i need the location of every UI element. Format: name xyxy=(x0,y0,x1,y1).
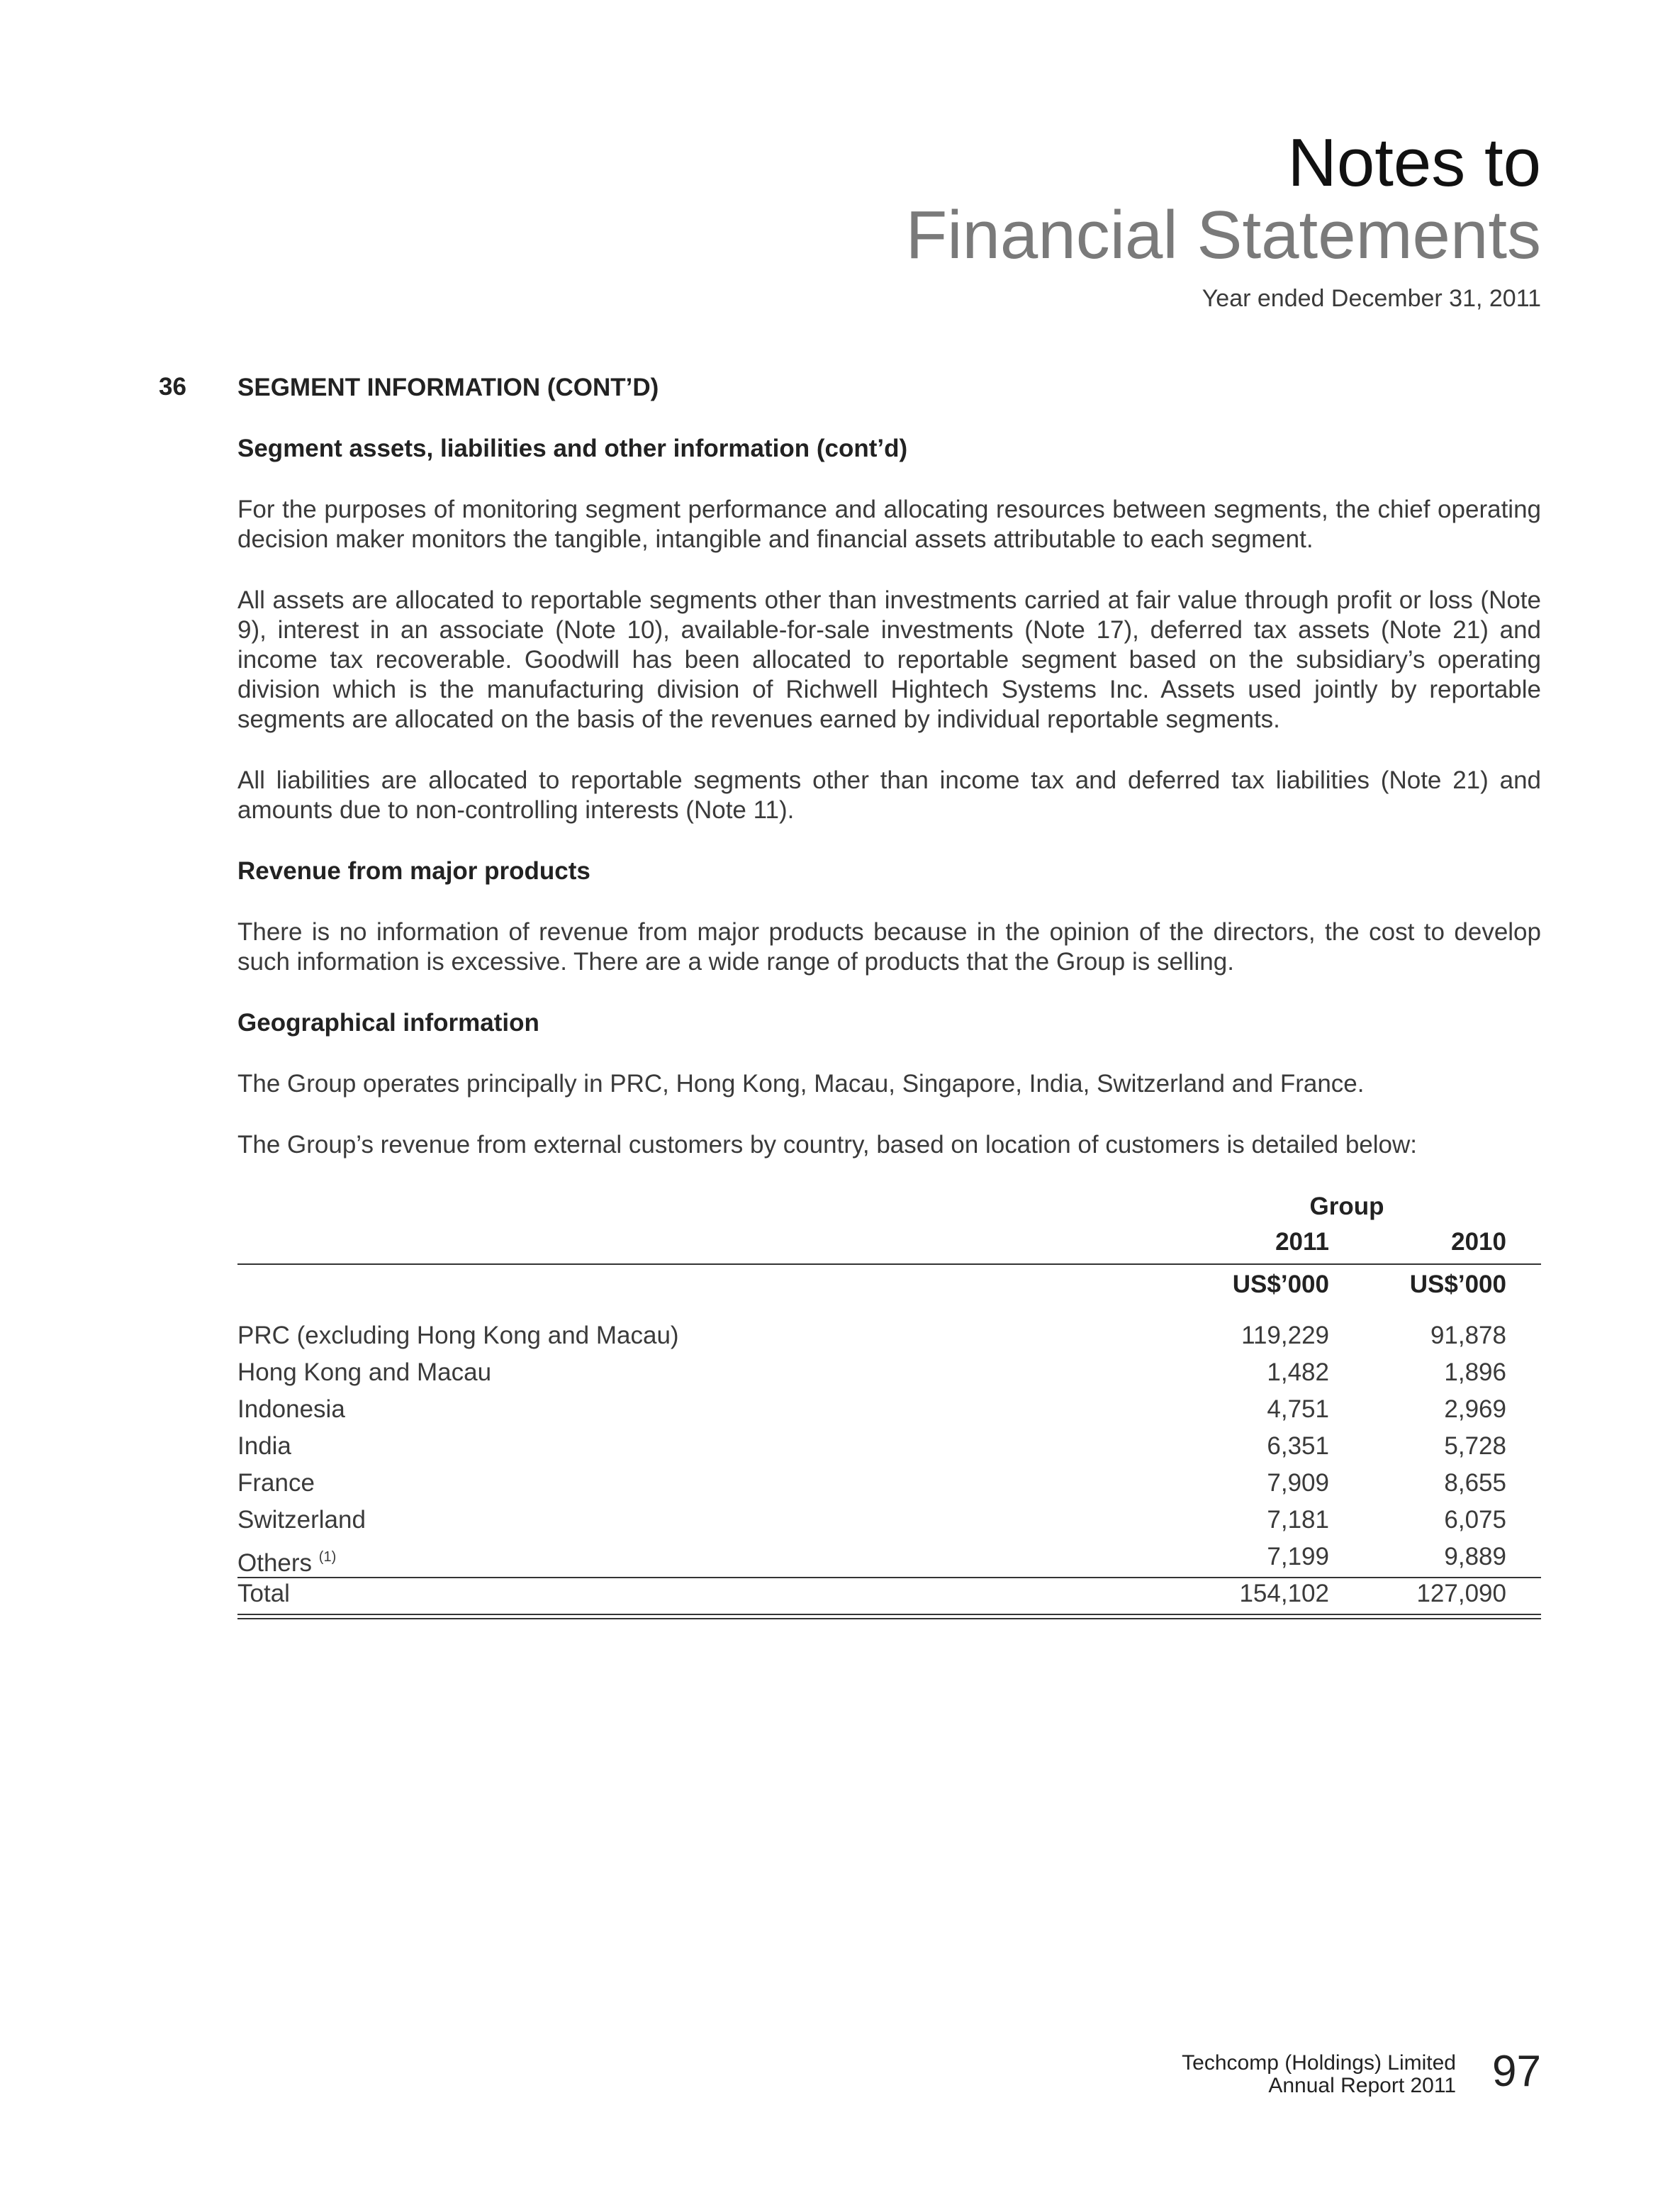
row-value-2010: 6,075 xyxy=(1444,1506,1506,1534)
header-title-line2: Financial Statements xyxy=(905,197,1541,273)
row-label-text: Others xyxy=(237,1549,313,1577)
paragraph-assets: All assets are allocated to reportable segments other than investments carried at fair value through profit or loss (Note 9), interest in an associate (Note 10), available-for-sale investments (Note 17), deferred tax assets (Note 21) and income tax recoverable. Goodwill has been allocated to reportable segment based on the subsidiary’s operating division which is the manufacturing division of Richwell Hightech Systems Inc. Assets used jointly by reportable segments are allocated on the basis of the revenues earned by individual reportable segments. xyxy=(237,586,1541,733)
row-value-2010: 1,896 xyxy=(1444,1358,1506,1386)
subheading-geographical: Geographical information xyxy=(237,1009,539,1037)
footer-text xyxy=(1182,2052,1456,2097)
row-value-2011: 7,909 xyxy=(1267,1469,1329,1497)
subheading-major-products: Revenue from major products xyxy=(237,857,590,885)
row-value-2010: 91,878 xyxy=(1430,1322,1506,1349)
table-row xyxy=(237,1354,1541,1391)
header-title-line1: Notes to xyxy=(1287,125,1541,201)
row-value-2011: 7,199 xyxy=(1267,1543,1329,1570)
table-year-2010: 2010 xyxy=(1451,1228,1506,1256)
row-value-2010: 9,889 xyxy=(1444,1543,1506,1570)
table-total-rule-2 xyxy=(237,1618,1541,1619)
total-value-2010: 127,090 xyxy=(1416,1580,1506,1607)
row-value-2010: 2,969 xyxy=(1444,1395,1506,1423)
row-label: Indonesia xyxy=(237,1395,345,1423)
table-total-row xyxy=(237,1575,1541,1612)
subheading-segment-assets: Segment assets, liabilities and other information (cont’d) xyxy=(237,435,908,462)
table-total-rule-1 xyxy=(237,1614,1541,1615)
row-label: France xyxy=(237,1469,315,1497)
paragraph-liabilities: All liabilities are allocated to reportable segments other than income tax and deferred tax liabilities (Note 21) and amounts due to non-controlling interests (Note 11). xyxy=(237,766,1541,824)
paragraph-operations: The Group operates principally in PRC, Hong Kong, Macau, Singapore, India, Switzerland and France. xyxy=(237,1070,1365,1098)
paragraph-major-products: There is no information of revenue from major products because in the opinion of the directors, the cost to develop such information is excessive. There are a wide range of products that the Group is selling. xyxy=(237,918,1541,976)
row-label: Hong Kong and Macau xyxy=(237,1358,492,1386)
section-number: 36 xyxy=(159,373,186,401)
section-body xyxy=(237,373,1541,1191)
table-group-header: Group xyxy=(1309,1193,1384,1220)
table-row xyxy=(237,1391,1541,1428)
row-label: PRC (excluding Hong Kong and Macau) xyxy=(237,1322,679,1349)
table-row xyxy=(237,1539,1541,1575)
total-label: Total xyxy=(237,1580,290,1607)
row-value-2011: 4,751 xyxy=(1267,1395,1329,1423)
row-value-2011: 1,482 xyxy=(1267,1358,1329,1386)
paragraph-monitoring: For the purposes of monitoring segment performance and allocating resources between segments, the chief operating decision maker monitors the tangible, intangible and financial assets attributable to each segment. xyxy=(237,496,1541,553)
table-year-2011: 2011 xyxy=(1275,1228,1329,1256)
footer-report: Annual Report 2011 xyxy=(1268,2074,1456,2097)
page-header xyxy=(905,125,1541,313)
paragraph-revenue-intro: The Group’s revenue from external customers by country, based on location of customers is detailed below: xyxy=(237,1131,1417,1159)
row-value-2011: 119,229 xyxy=(1241,1322,1329,1349)
footnote-marker: (1) xyxy=(318,1549,337,1565)
table-row xyxy=(237,1465,1541,1502)
header-subtitle: Year ended December 31, 2011 xyxy=(1202,285,1541,312)
row-label: India xyxy=(237,1432,291,1460)
table-unit-2011: US$’000 xyxy=(1232,1271,1329,1298)
table-row xyxy=(237,1502,1541,1539)
row-value-2010: 8,655 xyxy=(1444,1469,1506,1497)
page-number: 97 xyxy=(1492,2047,1541,2096)
table-unit-2010: US$’000 xyxy=(1409,1271,1506,1298)
section-title: SEGMENT INFORMATION (CONT’D) xyxy=(237,374,659,401)
table-row xyxy=(237,1317,1541,1354)
table-header-rule xyxy=(237,1263,1541,1265)
row-value-2011: 7,181 xyxy=(1267,1506,1329,1534)
total-value-2011: 154,102 xyxy=(1239,1580,1329,1607)
footer-company: Techcomp (Holdings) Limited xyxy=(1182,2051,1456,2075)
row-value-2010: 5,728 xyxy=(1444,1432,1506,1460)
table-row xyxy=(237,1428,1541,1465)
row-label: Switzerland xyxy=(237,1506,366,1534)
row-value-2011: 6,351 xyxy=(1267,1432,1329,1460)
